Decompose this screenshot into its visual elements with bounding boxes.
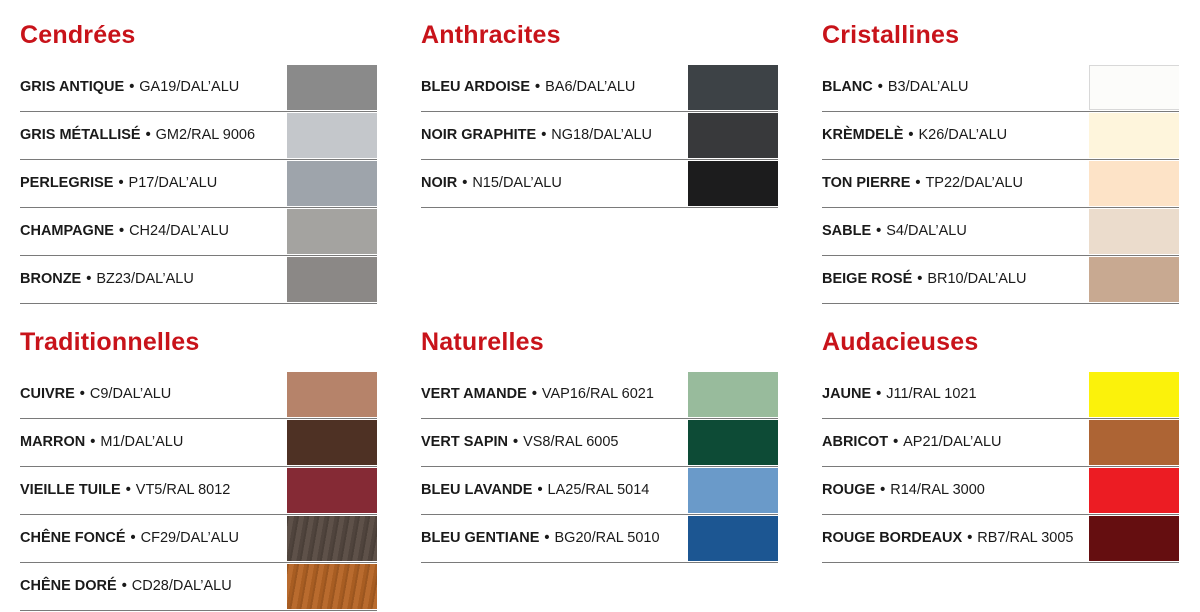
color-label	[421, 127, 652, 143]
color-code: S4/DAL’ALU	[886, 223, 967, 239]
color-swatch	[287, 161, 377, 206]
bullet-separator: •	[876, 386, 882, 402]
bullet-separator: •	[893, 434, 899, 450]
bullet-separator: •	[129, 79, 135, 95]
bullet-separator: •	[917, 271, 923, 287]
color-label	[822, 386, 977, 402]
color-code: VS8/RAL 6005	[523, 434, 619, 450]
color-label	[421, 386, 654, 402]
color-label	[20, 271, 194, 287]
color-swatch	[287, 257, 377, 302]
color-code: B3/DAL’ALU	[887, 79, 969, 95]
color-code: RB7/RAL 3005	[977, 530, 1074, 546]
color-row	[20, 516, 377, 563]
color-name: GRIS ANTIQUE	[20, 79, 125, 95]
bullet-separator: •	[79, 386, 85, 402]
color-list	[822, 372, 1179, 563]
color-label	[421, 434, 618, 450]
color-code: CH24/DAL’ALU	[129, 223, 229, 239]
color-label	[822, 223, 967, 239]
color-name: BLEU LAVANDE	[421, 482, 533, 498]
color-label	[822, 530, 1073, 546]
bullet-separator: •	[145, 127, 151, 143]
color-label	[20, 386, 171, 402]
color-label	[20, 434, 183, 450]
bullet-separator: •	[121, 578, 127, 594]
color-row	[20, 209, 377, 256]
color-label	[822, 271, 1026, 287]
color-list	[20, 65, 377, 304]
color-code: J11/RAL 1021	[886, 386, 977, 402]
color-row	[421, 113, 778, 160]
bullet-separator: •	[880, 482, 886, 498]
color-row	[421, 161, 778, 208]
group-title: Cristallines	[822, 21, 960, 49]
group-traditionnelles	[20, 326, 377, 612]
color-name: ROUGE	[822, 482, 876, 498]
bullet-separator: •	[513, 434, 519, 450]
color-swatch	[287, 468, 377, 513]
color-list	[421, 372, 778, 563]
bullet-separator: •	[876, 223, 882, 239]
color-label	[20, 223, 229, 239]
color-label	[822, 127, 1007, 143]
color-code: C9/DAL’ALU	[89, 386, 172, 402]
color-name: SABLE	[822, 223, 872, 239]
color-row	[421, 516, 778, 563]
color-swatch	[1089, 468, 1179, 513]
color-code: LA25/RAL 5014	[547, 482, 650, 498]
color-row	[20, 564, 377, 611]
bullet-separator: •	[86, 271, 92, 287]
color-swatch	[688, 468, 778, 513]
color-swatch	[287, 420, 377, 465]
color-label	[421, 482, 649, 498]
color-label	[822, 434, 1001, 450]
color-label	[20, 175, 217, 191]
group-title: Naturelles	[421, 328, 544, 356]
color-label	[20, 79, 239, 95]
color-row	[421, 372, 778, 419]
bullet-separator: •	[531, 386, 537, 402]
color-swatch	[1089, 516, 1179, 561]
color-code: VAP16/RAL 6021	[541, 386, 654, 402]
color-swatch	[1089, 209, 1179, 254]
color-label	[822, 175, 1023, 191]
color-code: TP22/DAL’ALU	[925, 175, 1023, 191]
color-row	[421, 468, 778, 515]
color-row	[20, 420, 377, 467]
bullet-separator: •	[915, 175, 921, 191]
color-swatch	[1089, 372, 1179, 417]
color-row	[822, 516, 1179, 563]
color-code: AP21/DAL’ALU	[903, 434, 1002, 450]
bullet-separator: •	[908, 127, 914, 143]
group-title: Traditionnelles	[20, 328, 200, 356]
color-row	[20, 65, 377, 112]
color-name: PERLEGRISE	[20, 175, 114, 191]
bullet-separator: •	[877, 79, 883, 95]
color-row	[822, 257, 1179, 304]
color-label	[421, 175, 562, 191]
color-list	[822, 65, 1179, 304]
color-name: BLANC	[822, 79, 873, 95]
color-code: R14/RAL 3000	[890, 482, 985, 498]
color-code: CD28/DAL’ALU	[131, 578, 232, 594]
bullet-separator: •	[967, 530, 973, 546]
color-swatch	[1089, 161, 1179, 206]
color-name: CHÊNE FONCÉ	[20, 530, 126, 546]
color-label	[421, 79, 635, 95]
color-swatch	[1089, 257, 1179, 302]
color-name: GRIS MÉTALLISÉ	[20, 127, 141, 143]
group-title: Audacieuses	[822, 328, 979, 356]
color-label	[20, 530, 239, 546]
color-code: VT5/RAL 8012	[135, 482, 231, 498]
color-code: P17/DAL’ALU	[128, 175, 218, 191]
color-swatch	[287, 65, 377, 110]
color-swatch	[1089, 420, 1179, 465]
color-row	[20, 372, 377, 419]
color-code: K26/DAL’ALU	[918, 127, 1008, 143]
color-name: CHÊNE DORÉ	[20, 578, 117, 594]
color-code: GM2/RAL 9006	[155, 127, 256, 143]
color-code: GA19/DAL’ALU	[139, 79, 240, 95]
color-row	[822, 65, 1179, 112]
color-row	[421, 65, 778, 112]
color-name: MARRON	[20, 434, 86, 450]
bullet-separator: •	[544, 530, 550, 546]
bullet-separator: •	[118, 175, 124, 191]
color-swatch	[1089, 65, 1179, 110]
bullet-separator: •	[535, 79, 541, 95]
color-swatch	[287, 564, 377, 609]
color-name: CHAMPAGNE	[20, 223, 114, 239]
color-name: BEIGE ROSÉ	[822, 271, 913, 287]
color-name: VERT SAPIN	[421, 434, 509, 450]
color-code: BA6/DAL’ALU	[545, 79, 636, 95]
color-code: N15/DAL’ALU	[472, 175, 562, 191]
color-row	[20, 113, 377, 160]
color-swatch	[287, 209, 377, 254]
color-label	[20, 578, 232, 594]
group-naturelles	[421, 326, 778, 564]
bullet-separator: •	[541, 127, 547, 143]
color-code: BG20/RAL 5010	[554, 530, 660, 546]
color-name: VERT AMANDE	[421, 386, 527, 402]
color-code: BZ23/DAL’ALU	[96, 271, 194, 287]
color-label	[822, 79, 968, 95]
color-list	[20, 372, 377, 611]
color-row	[20, 161, 377, 208]
color-code: M1/DAL’ALU	[100, 434, 184, 450]
group-cristallines	[822, 19, 1179, 305]
color-label	[20, 482, 230, 498]
color-row	[20, 468, 377, 515]
group-title: Anthracites	[421, 21, 561, 49]
bullet-separator: •	[118, 223, 125, 239]
color-swatch	[688, 516, 778, 561]
color-row	[822, 113, 1179, 160]
color-name: KRÈMDELÈ	[822, 127, 904, 143]
color-name: JAUNE	[822, 386, 872, 402]
color-name: CUIVRE	[20, 386, 75, 402]
color-name: TON PIERRE	[822, 175, 911, 191]
color-name: VIEILLE TUILE	[20, 482, 121, 498]
group-anthracites	[421, 19, 778, 209]
bullet-separator: •	[462, 175, 468, 191]
color-name: ROUGE BORDEAUX	[822, 530, 963, 546]
color-swatch	[688, 113, 778, 158]
group-audacieuses	[822, 326, 1179, 564]
color-swatch	[1089, 113, 1179, 158]
color-row	[20, 257, 377, 304]
color-swatch	[287, 113, 377, 158]
color-row	[822, 420, 1179, 467]
bullet-separator: •	[125, 482, 131, 498]
color-label	[421, 530, 660, 546]
color-row	[822, 161, 1179, 208]
color-name: ABRICOT	[822, 434, 889, 450]
color-name: NOIR	[421, 175, 458, 191]
color-code: NG18/DAL’ALU	[551, 127, 653, 143]
color-label	[822, 482, 985, 498]
color-swatch	[688, 420, 778, 465]
bullet-separator: •	[130, 530, 136, 546]
color-label	[20, 127, 255, 143]
group-cendrees	[20, 19, 377, 305]
color-name: BRONZE	[20, 271, 82, 287]
color-list	[421, 65, 778, 208]
color-swatch	[287, 372, 377, 417]
color-swatch	[688, 65, 778, 110]
group-title: Cendrées	[20, 21, 136, 49]
color-swatch	[688, 161, 778, 206]
color-swatch	[688, 372, 778, 417]
color-code: BR10/DAL’ALU	[927, 271, 1027, 287]
color-row	[822, 372, 1179, 419]
color-name: BLEU GENTIANE	[421, 530, 540, 546]
bullet-separator: •	[537, 482, 543, 498]
color-row	[421, 420, 778, 467]
color-name: NOIR GRAPHITE	[421, 127, 537, 143]
color-row	[822, 468, 1179, 515]
bullet-separator: •	[90, 434, 96, 450]
color-name: BLEU ARDOISE	[421, 79, 531, 95]
color-swatch	[287, 516, 377, 561]
color-code: CF29/DAL’ALU	[140, 530, 239, 546]
color-row	[822, 209, 1179, 256]
